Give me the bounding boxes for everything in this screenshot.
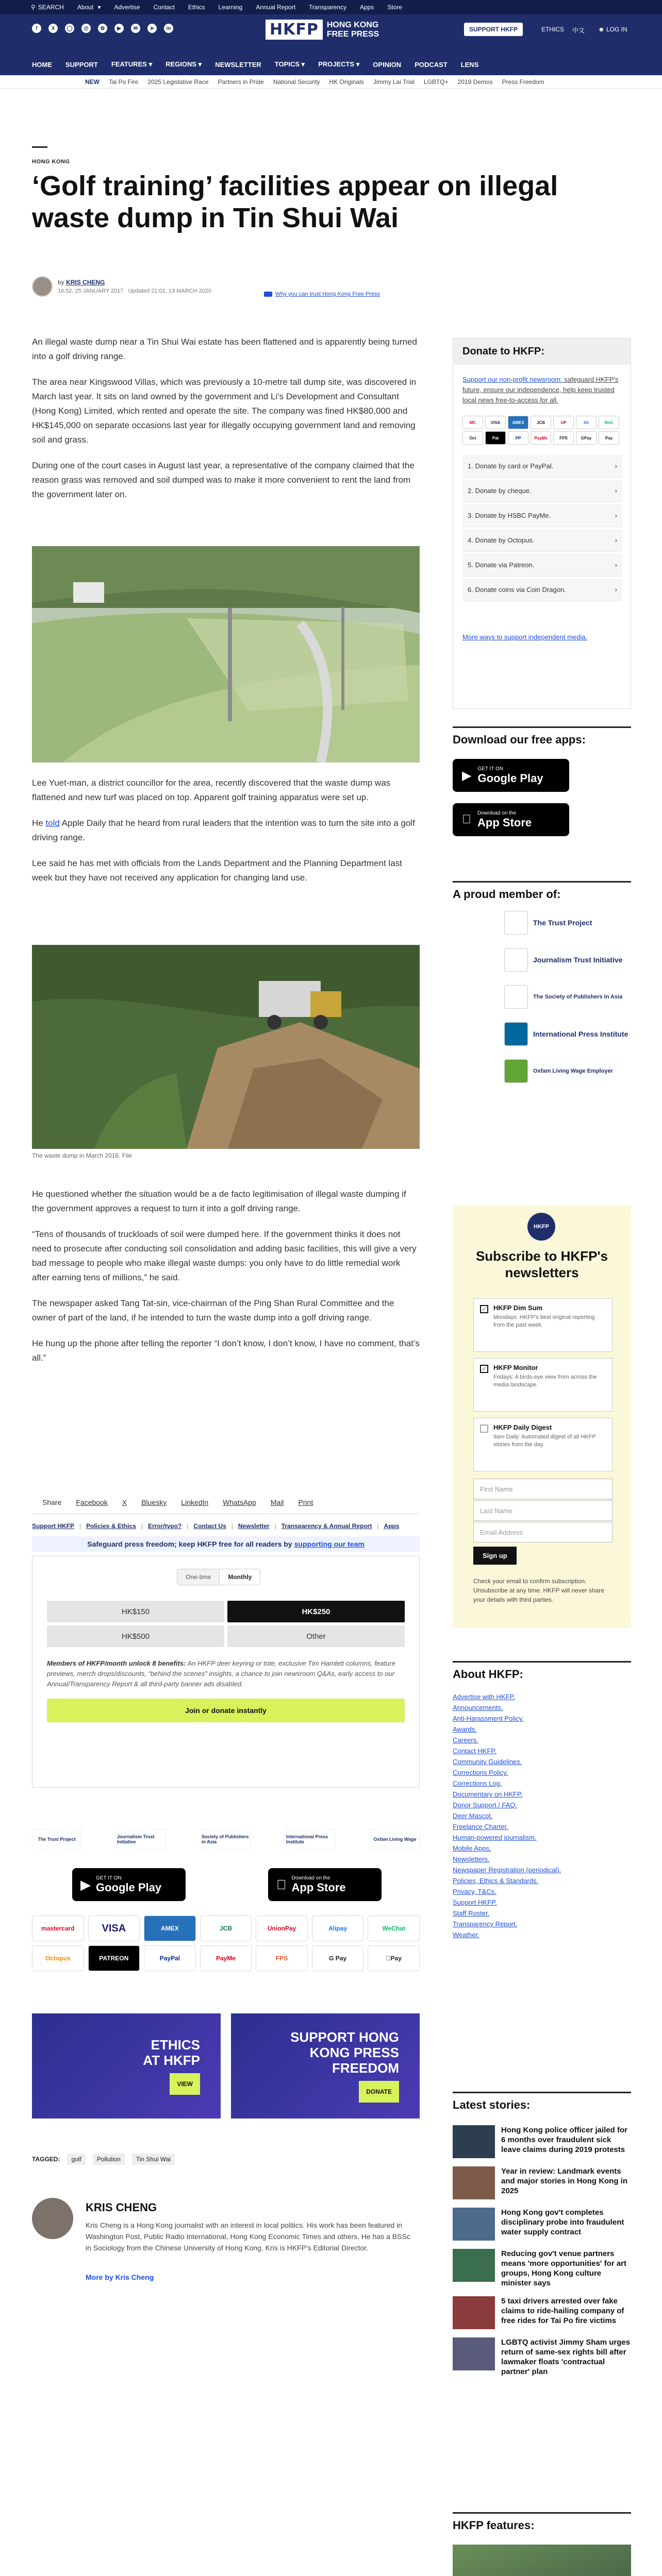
nav-projects[interactable]: PROJECTS ▾ [318, 60, 360, 68]
about-link[interactable]: Weather. [453, 1931, 479, 1939]
sopa-logo[interactable]: Society of Publishers in Asia [201, 1829, 251, 1850]
nav-opinion[interactable]: OPINION [373, 60, 402, 69]
frequency-monthly[interactable]: Monthly [219, 1569, 260, 1585]
nav-lens[interactable]: LENS [460, 60, 479, 69]
member-oxfam[interactable]: Oxfam Living Wage Employer [453, 1055, 631, 1088]
member-ipi[interactable]: International Press Institute [453, 1018, 631, 1050]
about-link[interactable]: Awards. [453, 1725, 477, 1733]
about-link[interactable]: Deer Mascot. [453, 1812, 493, 1820]
newsletter-option-dim-sum[interactable]: ✓ HKFP Dim Sum Mondays: HKFP's best original reporting from the past week. [473, 1298, 613, 1352]
story-thumbnail [453, 2249, 495, 2282]
donate-option-card[interactable]: 1. Donate by card or PayPal. › [462, 455, 622, 478]
about-link[interactable]: Announcements. [453, 1704, 503, 1711]
utility-bar [0, 0, 662, 14]
more-by-author-link[interactable]: More by Kris Cheng [86, 2273, 154, 2281]
sidebar-latest-stories [453, 2092, 631, 2385]
support-promo-banner[interactable]: SUPPORT HONG KONG PRESS FREEDOM DONATE [231, 2013, 420, 2119]
share-bar [42, 1498, 313, 1506]
about-link[interactable]: Advertise with HKFP. [453, 1693, 516, 1701]
search-icon: ⚲ [31, 4, 36, 11]
share-x[interactable]: X [122, 1498, 127, 1506]
story-thumbnail [453, 2296, 495, 2329]
about-link[interactable]: Human-powered journalism. [453, 1834, 537, 1841]
jti-icon [504, 948, 528, 972]
site-logo[interactable] [266, 20, 379, 40]
trending-2019-demos[interactable]: 2019 Demos [457, 78, 493, 86]
apple-pay-logo: Pay [599, 431, 619, 445]
photo-caption: The waste dump in March 2016. File [32, 1152, 133, 1159]
article-tags: TAGGED: golf Pollution Tin Shui Wai [32, 2154, 175, 2165]
fps-logo: FPS [256, 1945, 308, 1971]
chevron-right-icon: › [615, 586, 617, 594]
topbar-link-annual-report[interactable]: Annual Report [256, 4, 296, 11]
latest-story[interactable]: LGBTQ activist Jimmy Sham urges return of same-sex rights bill after lawmaker floats 'contractual partner' plan [453, 2337, 631, 2377]
member-sopa[interactable]: The Society of Publishers in Asia [453, 980, 631, 1013]
frequency-one-time[interactable]: One-time [177, 1569, 219, 1585]
donation-widget [32, 1556, 420, 1788]
donate-option-patreon[interactable]: 5. Donate via Patreon. › [462, 554, 622, 577]
sidebar-apps [453, 726, 631, 848]
app-store-badge[interactable]: Download on the App Store [268, 1868, 382, 1901]
social-links [32, 24, 173, 33]
author-link[interactable]: KRIS CHENG [66, 279, 105, 286]
instagram-icon[interactable]: ◯ [65, 24, 74, 33]
paragraph: The area near Kingswood Villas, which was previously a 10-metre tall dump site, was discovered in March last year. It sits on land owned by the government and Li's Development and Consultant (Hong Kong) Limited, which rented and operate the site. The company was fined HK$80,000 and HK$145,000 on separate occasions last year for illegally occupying government land and removing soil and grass. [32, 377, 417, 445]
about-link[interactable]: Contact HKFP. [453, 1747, 497, 1755]
google-pay-logo: G Pay [312, 1945, 364, 1971]
join-donate-button[interactable]: Join or donate instantly [47, 1699, 405, 1722]
about-link[interactable]: Careers. [453, 1736, 478, 1744]
nav-podcast[interactable]: PODCAST [415, 60, 448, 69]
main-nav [0, 54, 662, 75]
paragraph: Lee Yuet-man, a district councillor for the area, recently discovered that the waste dump was flattened and new turf was placed on top. Apparent golf training apparatus were set up. [32, 778, 391, 802]
email-input[interactable]: Email Address [473, 1522, 613, 1543]
newsletter-option-daily-digest[interactable]: HKFP Daily Digest 9am Daily: Automated digest of all HKFP stories from the day. [473, 1418, 613, 1471]
apple-icon [276, 1877, 287, 1893]
ipi-logo[interactable]: International Press Institute [286, 1829, 335, 1850]
about-link[interactable]: Support HKFP. [453, 1899, 497, 1906]
newsletter-signup [453, 1206, 631, 1628]
sidebar-app-store-badge[interactable]: Download on the App Store [453, 803, 569, 836]
payme-logo: PayMe [531, 431, 551, 445]
jti-logo[interactable]: Journalism Trust Initiative [117, 1829, 166, 1850]
trust-project-icon [504, 911, 528, 935]
jcb-logo: JCB [531, 416, 551, 429]
byline: by KRIS CHENG 16:52, 25 JANUARY 2017 Updated 21:01, 13 MARCH 2020 [32, 276, 211, 297]
supporting-team-link[interactable]: supporting our team [294, 1540, 365, 1548]
payment-methods [32, 1916, 420, 1971]
google-play-badge[interactable]: ▶ GET IT ON Google Play [72, 1868, 186, 1901]
user-icon: ☻ [598, 26, 605, 33]
topbar-link-ethics[interactable]: Ethics [188, 4, 205, 11]
about-link[interactable]: Newsletters. [453, 1855, 490, 1863]
paragraph: An illegal waste dump near a Tin Shui Wai estate has been flattened and is apparently being turned into a golf driving range. [32, 337, 417, 361]
told-link[interactable]: told [45, 818, 60, 828]
play-icon: ▶ [462, 768, 472, 783]
share-linkedin[interactable]: LinkedIn [181, 1498, 209, 1506]
newsletter-title: Subscribe to HKFP's newsletters [475, 1248, 608, 1280]
topbar-link-store[interactable]: Store [387, 4, 403, 11]
topbar-link-about[interactable]: About ▾ [77, 4, 101, 11]
story-thumbnail [453, 2166, 495, 2199]
paypal-logo: PP [508, 431, 528, 445]
x-icon[interactable]: X [48, 24, 58, 33]
mail-icon[interactable]: ✉ [131, 24, 140, 33]
nav-support[interactable]: SUPPORT [65, 60, 98, 69]
octopus-logo: Octopus [32, 1945, 84, 1971]
patreon-logo: Pat [485, 431, 506, 445]
payme-logo: PayMe [200, 1945, 252, 1971]
nav-features[interactable]: FEATURES ▾ [111, 60, 153, 68]
article-footer-links: Support HKFP | Policies & Ethics | Error/typo? | Contact Us | Newsletter | Transparency & Annual Report | Apps [32, 1522, 400, 1530]
play-icon: ▶ [80, 1876, 91, 1892]
ethics-view-button[interactable]: VIEW [170, 2073, 200, 2095]
sidebar-google-play-badge[interactable]: ▶ GET IT ON Google Play [453, 759, 569, 792]
trending-lgbtq[interactable]: LGBTQ+ [423, 78, 449, 86]
visa-logo: VISA [485, 416, 506, 429]
chinese-language-link[interactable]: 中文 [572, 27, 585, 34]
facebook-icon[interactable]: f [32, 24, 41, 33]
trending-bar [0, 75, 662, 89]
amount-other[interactable]: Other [227, 1625, 405, 1647]
apple-icon [462, 812, 471, 827]
amount-options [47, 1601, 405, 1647]
chevron-right-icon: › [615, 561, 617, 569]
article-body-intro [32, 335, 420, 502]
nav-newsletter[interactable]: NEWSLETTER [215, 60, 261, 69]
about-link[interactable]: Corrections Log. [453, 1780, 502, 1787]
latest-story[interactable]: Hong Kong gov't completes disciplinary probe into fraudulent water supply contract [453, 2208, 631, 2241]
features-heading: HKFP features: [453, 2512, 631, 2537]
donate-option-coin-dragon[interactable]: 6. Donate coins via Coin Dragon. › [462, 579, 622, 601]
trending-partners-in-pride[interactable]: Partners in Pride [218, 78, 264, 86]
more-ways-link[interactable]: More ways to support independent media. [462, 633, 588, 641]
topbar-link-learning[interactable]: Learning [218, 4, 243, 11]
article-photo-waste-dump [32, 945, 420, 1149]
trending-hk-originals[interactable]: HK Originals [329, 78, 364, 86]
amex-logo: AMEX [144, 1916, 196, 1941]
about-link[interactable]: Policies, Ethics & Standards. [453, 1877, 539, 1885]
author-photo[interactable] [32, 2198, 73, 2239]
donate-card-title: Donate to HKFP: [453, 338, 631, 365]
oxfam-icon [504, 1059, 528, 1083]
checkbox-checked-icon[interactable]: ✓ [480, 1305, 488, 1313]
paragraph: During one of the court cases in August last year, a representative of the company claimed that the reason grass was removed and soil dumped was to make it more convenient to rent the land from the government later on. [32, 461, 415, 499]
youtube-icon[interactable]: ▶ [114, 24, 124, 33]
sidebar-memberships [453, 881, 631, 1092]
login-link[interactable]: ☻ LOG IN [598, 26, 627, 33]
share-print[interactable]: Print [298, 1498, 313, 1506]
chevron-right-icon: › [615, 536, 617, 544]
footer-link-contact[interactable]: Contact Us [193, 1522, 226, 1530]
logo-mark: HKFP [266, 20, 323, 40]
support-donate-button[interactable]: DONATE [359, 2081, 399, 2103]
donate-card-intro: Support our non-profit newsroom: safeguard HKFP's future, ensure our independence, help keep trusted local news free-to-access for all. [462, 376, 619, 404]
latest-story[interactable]: 5 taxi drivers arrested over fake claims to ride-hailing company of free rides for Tai Po fire victims [453, 2296, 631, 2329]
mastercard-logo: MC [462, 416, 483, 429]
sidebar-donate-card [453, 338, 631, 709]
sidebar-about [453, 1661, 631, 1940]
donate-option-octopus[interactable]: 4. Donate by Octopus. › [462, 529, 622, 552]
donate-option-cheque[interactable]: 2. Donate by cheque. › [462, 480, 622, 502]
frequency-toggle [177, 1569, 260, 1585]
author-bio-name[interactable]: KRIS CHENG [86, 2201, 157, 2214]
threads-icon[interactable]: @ [81, 24, 91, 33]
topbar-link-transparency[interactable]: Transparency [309, 4, 346, 11]
story-thumbnail [453, 2337, 495, 2370]
search-link[interactable]: ⚲ SEARCH [31, 4, 64, 11]
footer-link-error[interactable]: Error/typo? [147, 1522, 182, 1530]
nav-regions[interactable]: REGIONS ▾ [166, 60, 202, 68]
donate-option-payme[interactable]: 3. Donate by HSBC PayMe. › [462, 504, 622, 527]
apple-pay-logo: Pay [368, 1945, 420, 1971]
story-thumbnail [453, 2208, 495, 2241]
trending-legco-race[interactable]: 2025 Legislative Race [147, 78, 209, 86]
fps-logo: FPS [553, 431, 574, 445]
about-link[interactable]: Donor Support / FAQ. [453, 1801, 518, 1809]
amex-logo: AMEX [508, 416, 528, 429]
share-mail[interactable]: Mail [270, 1498, 284, 1506]
paragraph: Lee said he has met with officials from the Lands Department and the Planning Department last week but they have not received any application for changing land use. [32, 858, 402, 883]
amount-500[interactable]: HK$500 [47, 1625, 224, 1647]
sidebar-payment-logos [462, 416, 619, 445]
latest-heading: Latest stories: [453, 2092, 631, 2117]
alipay-logo: Ali [576, 416, 597, 429]
article-body-middle [32, 776, 420, 885]
share-bluesky[interactable]: Bluesky [141, 1498, 167, 1506]
sidebar-features [453, 2512, 631, 2576]
alipay-logo: Alipay [312, 1916, 364, 1941]
share-label: Share [42, 1498, 62, 1506]
author-avatar[interactable] [32, 276, 53, 297]
about-link[interactable]: Mobile Apps. [453, 1844, 491, 1852]
paypal-logo: PayPal [144, 1945, 196, 1971]
google-pay-logo: GPay [576, 431, 597, 445]
last-name-input[interactable]: Last Name [473, 1500, 613, 1521]
visa-logo: VISA [88, 1916, 140, 1941]
member-trust-project[interactable]: The Trust Project [453, 906, 631, 939]
topbar-link-apps[interactable]: Apps [359, 4, 374, 11]
chevron-right-icon: › [615, 512, 617, 519]
linkedin-icon[interactable]: in [164, 24, 173, 33]
checkbox-checked-icon[interactable]: ✓ [480, 1365, 488, 1373]
footer-link-support[interactable]: Support HKFP [32, 1522, 74, 1530]
about-link[interactable]: Privacy, T&Cs. [453, 1888, 496, 1895]
tag-golf[interactable]: golf [67, 2154, 85, 2165]
octopus-logo: Oct [462, 431, 483, 445]
telegram-icon[interactable]: ➤ [147, 24, 157, 33]
about-link[interactable]: Newspaper Registration (periodical). [453, 1866, 561, 1874]
article-dates: 16:52, 25 JANUARY 2017 Updated 21:01, 13 MARCH 2020 [58, 288, 212, 294]
footer-link-policies[interactable]: Policies & Ethics [86, 1522, 136, 1530]
trending-national-security[interactable]: National Security [273, 78, 320, 86]
latest-story[interactable]: Reducing gov't venue partners means 'more opportunities' for art groups, Hong Kong culture minister says [453, 2249, 631, 2288]
story-thumbnail [453, 2125, 495, 2158]
topbar-link-advertise[interactable]: Advertise [114, 4, 140, 11]
chevron-right-icon: › [615, 462, 617, 470]
newsletter-note: Check your email to confirm subscription. Unsubscribe at any time. HKFP will never share your details with third parties. [473, 1578, 604, 1603]
about-link[interactable]: Staff Roster. [453, 1909, 490, 1917]
ethics-promo-banner[interactable]: ETHICS AT HKFP VIEW [32, 2013, 221, 2119]
first-name-input[interactable]: First Name [473, 1479, 613, 1499]
paragraph: “Tens of thousands of truckloads of soil were dumped here. If the government thinks it does not need to prosecute after conducting soil consolidation and adding basic facilities, this will give a very bad message to people who make illegal waste dumps: you only have to do little remedial work after earning tens of millions,” he said. [32, 1229, 417, 1282]
mastercard-logo: mastercard [32, 1916, 84, 1941]
member-jti[interactable]: Journalism Trust Initiative [453, 943, 631, 976]
about-links [453, 1691, 631, 1940]
article-category[interactable]: HONG KONG [32, 159, 70, 165]
latest-story[interactable]: Year in review: Landmark events and major stories in Hong Kong in 2025 [453, 2166, 631, 2199]
about-heading: About HKFP: [453, 1661, 631, 1686]
checkbox-unchecked-icon[interactable] [480, 1425, 488, 1433]
trending-tai-po-fire[interactable]: Tai Po Fire [109, 78, 139, 86]
trust-project-logo[interactable]: The Trust Project [32, 1829, 81, 1850]
about-link[interactable]: Community Guidelines. [453, 1758, 522, 1766]
trending-jimmy-lai-trial[interactable]: Jimmy Lai Trial [373, 78, 415, 86]
logo-wordmark: HONG KONG FREE PRESS [326, 20, 379, 39]
article-photo-golf-range [32, 546, 420, 762]
paragraph: He hung up the phone after telling the reporter “I don’t know, I don’t know, I have no comment, that’s all.” [32, 1338, 420, 1363]
partner-logos [32, 1829, 420, 1850]
trending-press-freedom[interactable]: Press Freedom [502, 78, 544, 86]
footer-link-newsletter[interactable]: Newsletter [238, 1522, 270, 1530]
footer-link-apps[interactable]: Apps [384, 1522, 400, 1530]
share-facebook[interactable]: Facebook [76, 1498, 108, 1506]
about-link[interactable]: Anti-Harassment Policy. [453, 1715, 524, 1722]
trust-badge-icon [264, 292, 272, 297]
wechat-pay-logo: WeC [599, 416, 619, 429]
latest-story[interactable]: Hong Kong police officer jailed for 6 months over fraudulent sick leave claims during 2019 protests [453, 2125, 631, 2158]
paragraph: He told Apple Daily that he heard from rural leaders that the intention was to turn the site into a golf driving range. [32, 818, 415, 842]
paragraph: The newspaper asked Tang Tat-sin, vice-chairman of the Ping Shan Rural Committee and the owner of part of the land, if he intended to turn the waste dump into a golf driving range. [32, 1298, 394, 1323]
newsletter-badge: HKFP [527, 1213, 555, 1241]
about-link[interactable]: Transparency Report. [453, 1920, 518, 1928]
amount-250[interactable]: HK$250 [227, 1601, 405, 1622]
about-link[interactable]: Freelance Charter. [453, 1823, 508, 1831]
ipi-icon [504, 1022, 528, 1046]
support-hkfp-button[interactable]: SUPPORT HKFP [464, 23, 523, 36]
apps-heading: Download our free apps: [453, 726, 631, 752]
trust-link[interactable]: Why you can trust Hong Kong Free Press [264, 291, 380, 297]
tag-pollution[interactable]: Pollution [93, 2154, 125, 2165]
paragraph: He questioned whether the situation would be a de facto legitimisation of illegal waste dumping if the government approves a request to turn it into a golf driving range. [32, 1189, 406, 1213]
apple-icon [386, 1955, 391, 1962]
tag-tin-shui-wai[interactable]: Tin Shui Wai [132, 2154, 175, 2165]
footer-link-transparency[interactable]: Transparency & Annual Report [281, 1522, 372, 1530]
member-benefits: Members of HKFP/month unlock 8 benefits: An HKFP deer keyring or tote, exclusive Tim Hamlett columns, feature previews, merch drops/discounts, “behind the scenes” insights, a chance to join newsroom Q&As, early access to our Annual/Transparency Report & all third-party banner ads disabled. [47, 1659, 395, 1688]
feature-image[interactable] [453, 2545, 631, 2576]
article-title: ‘Golf training’ facilities appear on illegal waste dump in Tin Shui Wai [32, 171, 558, 233]
newsletter-option-monitor[interactable]: ✓ HKFP Monitor Fridays: A birds-eye view from across the media landscape. [473, 1358, 613, 1412]
sopa-icon [504, 985, 528, 1009]
topbar-link-contact[interactable]: Contact [153, 4, 175, 11]
nonprofit-link[interactable]: Support our non-profit newsroom: [462, 376, 562, 383]
new-label: NEW [85, 78, 100, 86]
amount-150[interactable]: HK$150 [47, 1601, 224, 1622]
kicker-rule [32, 146, 47, 148]
author-bio-text: Kris Cheng is a Hong Kong journalist with an interest in local politics. His work has been featured in Washington Post, Public Radio International, Hong Kong Economic Times and others. He has a BSSc in Sociology from the Chinese University of Hong Kong. Kris is HKFP's Editorial Director. [86, 2221, 410, 2252]
chevron-right-icon: › [615, 487, 617, 495]
member-heading: A proud member of: [453, 881, 631, 906]
donate-options-list [462, 455, 622, 603]
wechat-pay-logo: WeChat [368, 1916, 420, 1941]
signup-button[interactable]: Sign up [473, 1547, 517, 1565]
patreon-logo: PATREON [88, 1945, 140, 1971]
about-link[interactable]: Corrections Policy. [453, 1769, 508, 1776]
about-link[interactable]: Documentary on HKFP. [453, 1790, 523, 1798]
nav-home[interactable]: HOME [32, 60, 52, 69]
unionpay-logo: UP [553, 416, 574, 429]
nav-topics[interactable]: TOPICS ▾ [274, 60, 305, 68]
donate-banner: Safeguard press freedom; keep HKFP free for all readers by supporting our team [32, 1536, 420, 1552]
bluesky-icon[interactable]: ✿ [98, 24, 107, 33]
unionpay-logo: UnionPay [256, 1916, 308, 1941]
ethics-header-link[interactable]: ETHICS [541, 26, 565, 33]
article-body-end [32, 1187, 420, 1365]
jcb-logo: JCB [200, 1916, 252, 1941]
oxfam-logo[interactable]: Oxfam Living Wage [370, 1829, 420, 1850]
share-whatsapp[interactable]: WhatsApp [223, 1498, 256, 1506]
